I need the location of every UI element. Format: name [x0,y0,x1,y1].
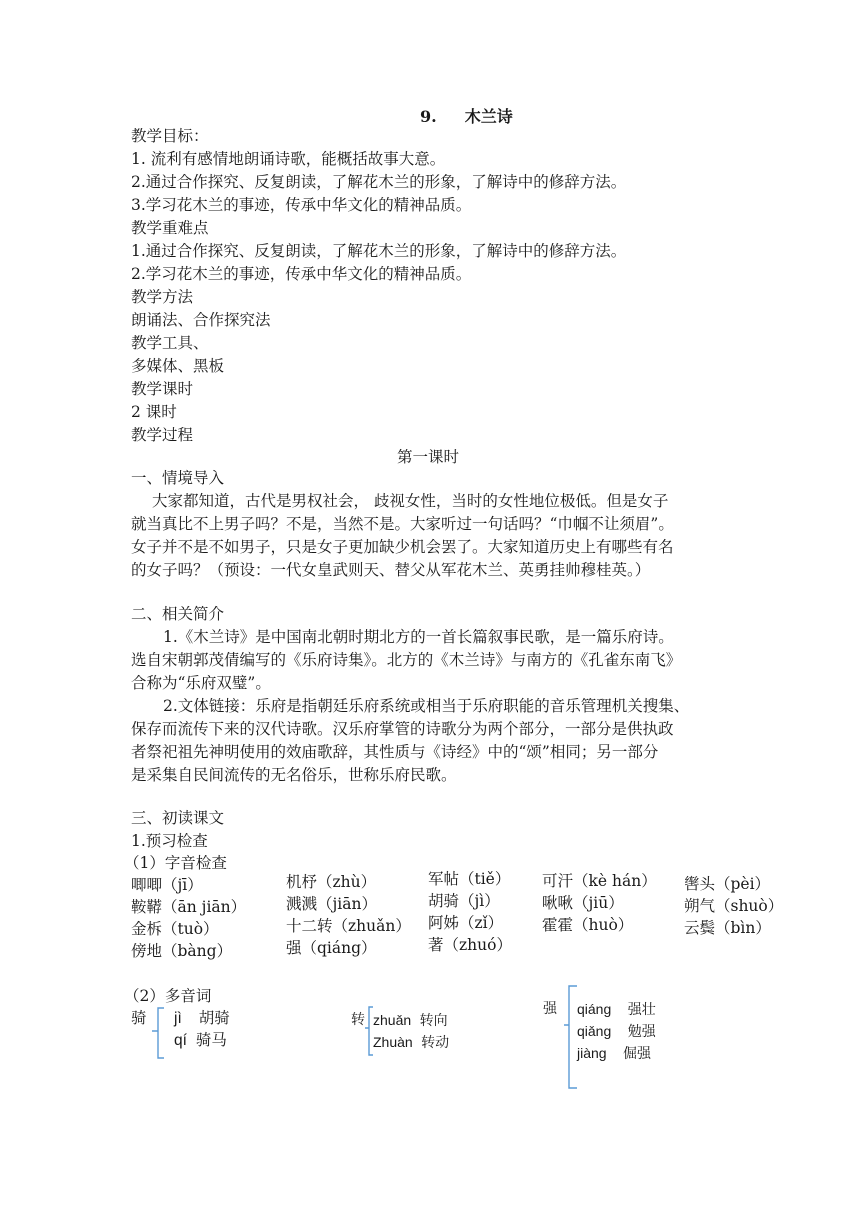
pron-item: 军帖（tiě） [428,870,511,888]
header-line: 教学重难点 [131,219,209,237]
pron-item: 朔气（shuò） [684,897,784,915]
paragraph-line: 选自宋朝郭茂倩编写的《乐府诗集》。北方的《木兰诗》与南方的《孔雀东南飞》 [131,651,682,669]
pron-item: 啾啾（jiū） [542,894,624,912]
header-line: 教学过程 [131,426,194,444]
lesson-title [420,106,513,128]
header-line: 朗诵法、合作探究法 [131,311,271,329]
paragraph-line: 1.《木兰诗》是中国南北朝时期北方的一首长篇叙事民歌，是一篇乐府诗。 [163,628,674,646]
paragraph-line: 女子并不是不如男子，只是女子更加缺少机会罢了。大家知道历史上有哪些有名 [131,538,674,556]
poly-item [373,1009,448,1032]
section-heading: 一、情境导入 [131,469,225,487]
pron-item: 著（zhuó） [428,936,512,954]
lesson-number: 9. [420,107,437,126]
pron-item: 强（qiáng） [286,939,377,957]
poly-word: 胡骑 [198,1009,230,1027]
pron-item: 机杼（zhù） [286,873,377,891]
pron-item: 可汗（kè hán） [542,872,657,890]
pron-item: 唧唧（jī） [131,876,203,894]
paragraph-line: 合称为“乐府双璧”。 [131,674,271,692]
pron-item: 辔头（pèi） [684,875,771,893]
poly-item [577,998,656,1021]
header-line: 1. 流利有感情地朗诵诗歌，能概括故事大意。 [131,150,446,168]
pron-item: 傍地（bàng） [131,942,233,960]
section-heading: 三、初读课文 [131,809,225,827]
pron-item: 胡骑（jì） [428,892,500,910]
subheading: 1.预习检查 [131,832,208,850]
header-line: 教学方法 [131,288,194,306]
poly-item [174,1007,230,1030]
poly-pinyin: jì [174,1010,182,1027]
subheading: （1）字音检查 [124,854,227,872]
pron-item: 溅溅（jiān） [286,895,377,913]
poly-pinyin: Zhuàn [373,1034,413,1050]
poly-item [577,1020,656,1043]
header-line: 3.学习花木兰的事迹，传承中华文化的精神品质。 [131,196,472,214]
poly-char: 强 [543,1001,557,1017]
pron-item: 鞍鞯（ān jiān） [131,898,247,916]
poly-word: 勉强 [627,1024,656,1040]
header-line: 多媒体、黑板 [131,357,225,375]
header-line: 教学工具、 [131,334,209,352]
header-line: 2.通过合作探究、反复朗读，了解花木兰的形象，了解诗中的修辞方法。 [131,173,627,191]
poly-pinyin: qiǎng [577,1023,612,1039]
poly-pinyin: qí [174,1032,187,1049]
lesson-title-text: 木兰诗 [464,107,513,126]
paragraph-line: 者祭祀祖先神明使用的效庙歌辞，其性质与《诗经》中的“颂”相同；另一部分 [131,743,659,761]
pron-item: 金柝（tuò） [131,920,219,938]
header-line: 教学课时 [131,380,194,398]
brace-icon [150,1007,166,1059]
paragraph-line: 是采集自民间流传的无名俗乐，世称乐府民歌。 [131,766,457,784]
header-line: 2.学习花木兰的事迹，传承中华文化的精神品质。 [131,265,472,283]
paragraph-line: 大家都知道，古代是男权社会， 歧视女性，当时的女性地位极低。但是女子 [152,492,669,510]
poly-item [174,1029,227,1052]
paragraph-line: 的女子吗？（预设：一代女皇武则天、替父从军花木兰、英勇挂帅穆桂英。） [131,561,651,579]
poly-pinyin: zhuǎn [373,1012,412,1028]
pron-item: 云鬓（bìn） [684,919,771,937]
header-line: 1.通过合作探究、反复朗读，了解花木兰的形象，了解诗中的修辞方法。 [131,242,627,260]
poly-word: 倔强 [623,1046,652,1062]
header-line: 2 课时 [131,403,177,421]
poly-item [373,1031,449,1054]
pron-item: 阿姊（zǐ） [428,914,504,932]
poly-word: 强壮 [627,1002,656,1018]
section-heading: 二、相关简介 [131,605,225,623]
subheading: （2）多音词 [124,987,212,1005]
header-line: 教学目标： [131,127,209,145]
poly-pinyin: qiáng [577,1001,612,1017]
poly-item [577,1042,651,1065]
pron-item: 十二转（zhuǎn） [286,917,411,935]
poly-word: 转动 [421,1035,450,1051]
paragraph-line: 保存而流传下来的汉代诗歌。汉乐府掌管的诗歌分为两个部分，一部分是供执政 [131,720,674,738]
paragraph-line: 就当真比不上男子吗？不是，当然不是。大家听过一句话吗？“巾帼不让须眉”。 [131,515,674,533]
poly-word: 转向 [419,1013,448,1029]
paragraph-line: 2.文体链接：乐府是指朝廷乐府系统或相当于乐府职能的音乐管理机关搜集、 [163,697,690,715]
lesson-heading: 第一课时 [397,448,460,466]
poly-pinyin: jiàng [577,1045,607,1061]
poly-word: 骑马 [195,1031,227,1049]
pron-item: 霍霍（huò） [542,916,634,934]
poly-char: 转 [351,1012,365,1028]
poly-char: 骑 [131,1009,147,1027]
